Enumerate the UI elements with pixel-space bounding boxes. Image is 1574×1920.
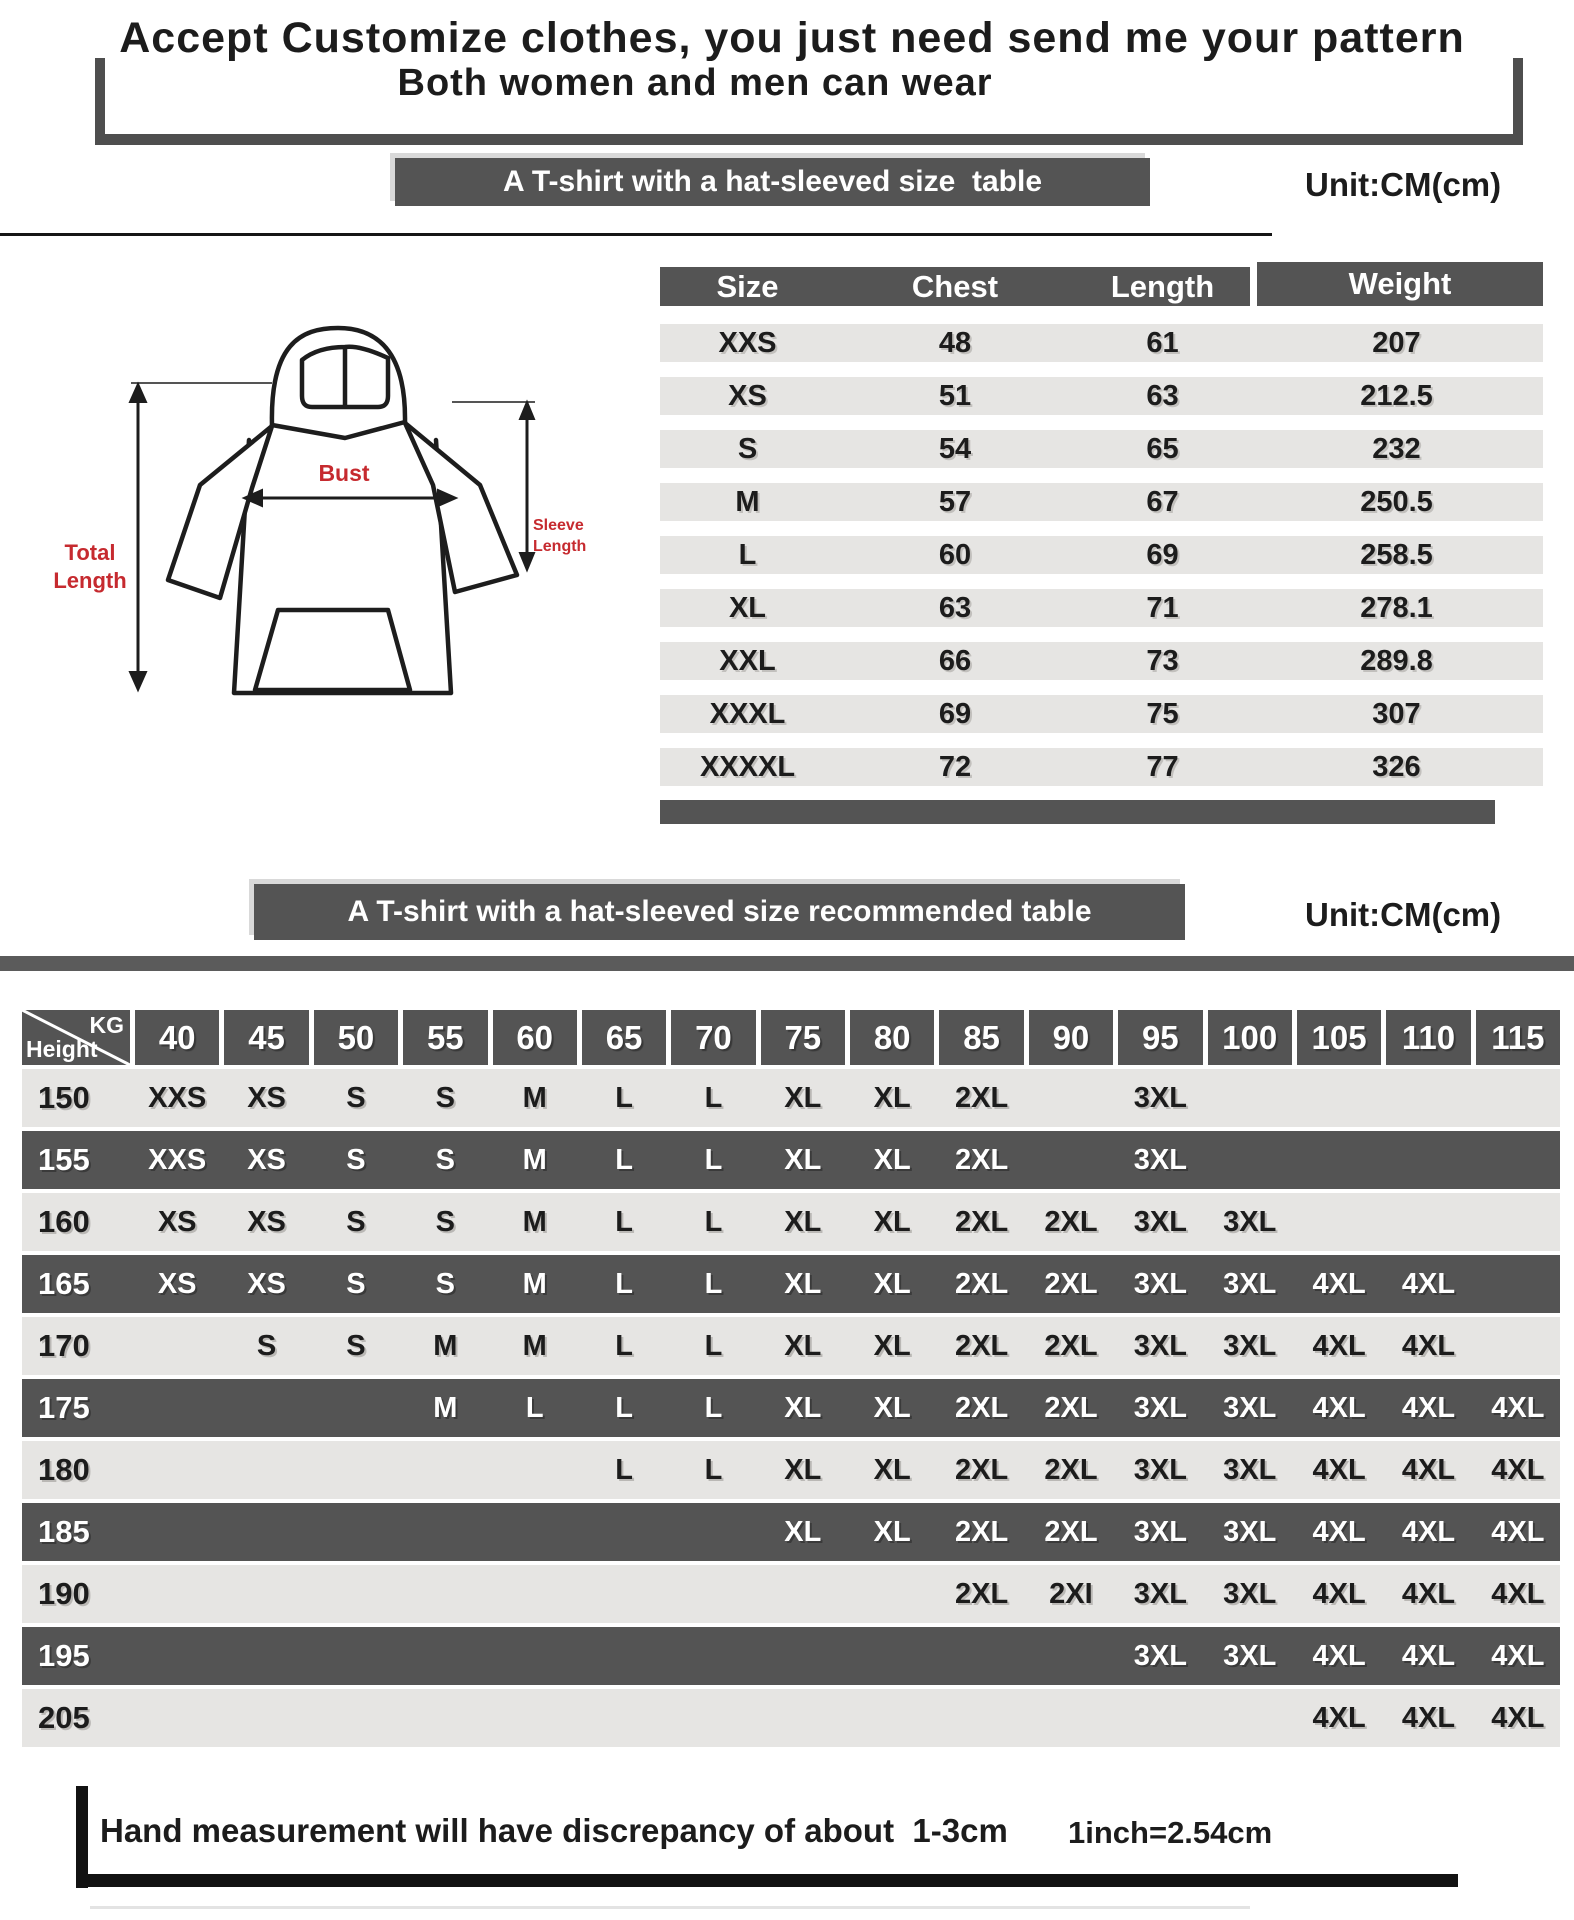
- size-table-cell: 61: [1146, 326, 1179, 359]
- size-table-header-main: [660, 267, 1250, 306]
- recommended-size-cell: 2XL: [1044, 1515, 1098, 1548]
- recommended-size-cell: XS: [157, 1205, 197, 1238]
- recommended-size-cell: 2XL: [954, 1391, 1009, 1424]
- weight-column-header: 55: [403, 1010, 487, 1065]
- recommended-size-cell: 3XL: [1223, 1453, 1277, 1486]
- recommended-size-cell: XL: [784, 1515, 822, 1548]
- recommended-size-cell: L: [704, 1143, 723, 1176]
- recommended-size-cell: M: [433, 1329, 458, 1362]
- recommended-size-cell: 2XL: [1044, 1329, 1098, 1362]
- section2-title-bar: [254, 884, 1185, 940]
- size-table-cell: 77: [1146, 750, 1179, 783]
- inch-conversion-note: 1inch=2.54cm: [1068, 1815, 1273, 1850]
- recommended-size-cell: 4XL: [1312, 1701, 1366, 1734]
- recommend-table-row: [22, 1193, 1560, 1251]
- recommended-size-cell: 2XL: [1044, 1391, 1098, 1424]
- footer-bottom-bar: [76, 1874, 1458, 1887]
- recommended-size-cell: 4XL: [1491, 1453, 1545, 1486]
- size-table-cell: XXS: [718, 326, 777, 359]
- height-row-label: 195: [38, 1638, 90, 1673]
- section-divider-bar: [0, 956, 1574, 971]
- recommended-size-cell: S: [435, 1205, 455, 1238]
- weight-column-header: 70: [671, 1010, 755, 1065]
- corner-height-label: Height: [26, 1036, 98, 1062]
- footer-left-bar: [76, 1786, 88, 1888]
- height-row-label: 205: [38, 1700, 90, 1735]
- size-table-row: [660, 748, 1543, 786]
- size-table-cell: 73: [1146, 644, 1179, 677]
- recommended-size-cell: 3XL: [1133, 1205, 1187, 1238]
- size-table-footer-bar: [660, 800, 1495, 824]
- measurement-note: Hand measurement will have discrepancy of about 1-3cm: [100, 1812, 1008, 1849]
- recommended-size-cell: 2XL: [1044, 1267, 1098, 1300]
- kg-height-corner-cell: [22, 1010, 130, 1065]
- recommended-size-cell: 3XL: [1133, 1143, 1187, 1176]
- recommended-size-cell: 2XL: [954, 1329, 1009, 1362]
- recommended-size-cell: XL: [873, 1267, 911, 1300]
- recommended-size-cell: S: [256, 1329, 277, 1362]
- size-table-cell: M: [735, 485, 760, 518]
- recommended-size-cell: XL: [873, 1143, 911, 1176]
- recommended-size-cell: 4XL: [1312, 1329, 1366, 1362]
- size-table-cell: XL: [728, 591, 767, 624]
- size-table-cell: 57: [938, 485, 972, 518]
- recommended-size-cell: 3XL: [1133, 1267, 1187, 1300]
- weight-column-header: 75: [761, 1010, 845, 1065]
- size-table-cell: 250.5: [1360, 485, 1433, 518]
- banner-line1: Accept Customize clothes, you just need send me your pattern: [119, 14, 1465, 62]
- size-table-row: [660, 483, 1543, 521]
- column-header-length: Length: [1110, 268, 1215, 304]
- section2-title: A T-shirt with a hat-sleeved size recommended table: [347, 895, 1092, 928]
- recommended-size-cell: XS: [247, 1081, 286, 1114]
- size-table-row: [660, 377, 1543, 415]
- recommended-size-cell: 2XL: [954, 1205, 1009, 1238]
- recommended-size-cell: L: [704, 1081, 723, 1114]
- size-table-cell: 232: [1372, 432, 1421, 465]
- recommended-size-cell: 4XL: [1312, 1453, 1366, 1486]
- recommended-size-cell: 3XL: [1133, 1515, 1187, 1548]
- recommended-size-cell: S: [435, 1081, 455, 1114]
- size-table-cell: 63: [938, 591, 972, 624]
- recommended-size-cell: 2XI: [1049, 1577, 1093, 1610]
- recommended-size-cell: 3XL: [1223, 1515, 1277, 1548]
- recommended-size-cell: XXS: [148, 1081, 207, 1114]
- size-table-row: [660, 642, 1543, 680]
- recommended-size-cell: L: [704, 1267, 723, 1300]
- size-table-cell: 207: [1372, 326, 1421, 359]
- height-row-label: 170: [38, 1328, 90, 1363]
- recommend-table-row: [22, 1255, 1560, 1313]
- size-table-cell: S: [737, 432, 758, 465]
- recommended-size-cell: L: [615, 1453, 633, 1486]
- recommended-size-cell: 2XL: [954, 1577, 1009, 1610]
- recommended-size-cell: 3XL: [1133, 1453, 1187, 1486]
- weight-column-header: 100: [1208, 1010, 1292, 1065]
- recommended-size-cell: S: [435, 1267, 455, 1300]
- recommended-size-cell: XL: [784, 1081, 822, 1114]
- recommended-size-cell: XS: [247, 1267, 286, 1300]
- recommended-size-cell: 3XL: [1223, 1329, 1277, 1362]
- height-row-label: 160: [38, 1204, 90, 1239]
- size-table-cell: 63: [1146, 379, 1179, 412]
- weight-column-header: 105: [1297, 1010, 1381, 1065]
- recommended-size-cell: 4XL: [1491, 1391, 1545, 1424]
- recommended-size-cell: L: [525, 1391, 544, 1424]
- recommended-size-cell: S: [346, 1205, 366, 1238]
- recommended-size-cell: 2XL: [954, 1081, 1009, 1114]
- recommended-size-cell: XL: [784, 1143, 822, 1176]
- recommended-size-cell: 4XL: [1312, 1639, 1366, 1672]
- recommended-size-cell: 4XL: [1491, 1701, 1545, 1734]
- recommend-table-row: [22, 1069, 1560, 1127]
- height-row-label: 190: [38, 1576, 90, 1611]
- banner-line2: Both women and men can wear: [397, 62, 993, 104]
- recommended-size-cell: 3XL: [1133, 1329, 1187, 1362]
- size-table-cell: 289.8: [1360, 644, 1433, 677]
- weight-column-header: 80: [850, 1010, 934, 1065]
- recommended-size-cell: XL: [873, 1329, 911, 1362]
- recommended-size-cell: L: [615, 1391, 633, 1424]
- size-table-cell: 54: [938, 432, 972, 465]
- sleeve-length-label-1: Sleeve: [533, 517, 584, 534]
- size-table-cell: 278.1: [1360, 591, 1433, 624]
- recommended-size-cell: M: [522, 1267, 547, 1300]
- size-table-header: [660, 262, 1543, 306]
- recommend-table-row: [22, 1379, 1560, 1437]
- recommended-size-cell: XL: [784, 1267, 822, 1300]
- size-table-cell: 69: [1146, 538, 1179, 571]
- size-table-row: [660, 589, 1543, 627]
- height-row-label: 175: [38, 1390, 90, 1425]
- weight-column-header: 95: [1118, 1010, 1202, 1065]
- recommended-size-cell: 4XL: [1312, 1577, 1366, 1610]
- recommended-size-cell: L: [615, 1205, 633, 1238]
- size-table-cell: 307: [1372, 697, 1421, 730]
- recommended-size-cell: XL: [873, 1391, 911, 1424]
- weight-column-header: 50: [314, 1010, 398, 1065]
- divider-line: [0, 233, 1272, 236]
- recommended-size-cell: 3XL: [1223, 1639, 1277, 1672]
- recommended-size-cell: XL: [873, 1515, 911, 1548]
- recommended-size-cell: 3XL: [1133, 1391, 1187, 1424]
- total-length-label-2: Length: [53, 568, 127, 593]
- total-length-label-1: Total: [64, 540, 116, 565]
- size-table: [660, 262, 1543, 824]
- recommended-size-cell: 4XL: [1312, 1267, 1366, 1300]
- recommend-table-row: [22, 1565, 1560, 1623]
- recommended-size-cell: 2XL: [954, 1267, 1009, 1300]
- recommend-table-row: [22, 1627, 1560, 1685]
- recommended-size-cell: S: [346, 1081, 366, 1114]
- recommend-table-row: [22, 1441, 1560, 1499]
- recommended-size-cell: 4XL: [1312, 1391, 1366, 1424]
- recommended-size-cell: 2XL: [1044, 1453, 1098, 1486]
- recommended-size-cell: 4XL: [1401, 1577, 1456, 1610]
- size-table-body: [660, 324, 1543, 786]
- bust-label: Bust: [318, 460, 370, 486]
- weight-column-header: 85: [939, 1010, 1023, 1065]
- corner-kg-label: KG: [89, 1012, 124, 1038]
- recommended-size-cell: L: [704, 1205, 723, 1238]
- size-table-cell: 69: [938, 697, 972, 730]
- weight-column-header: 90: [1029, 1010, 1113, 1065]
- recommended-size-cell: 4XL: [1312, 1515, 1366, 1548]
- recommended-size-cell: S: [346, 1143, 366, 1176]
- recommended-size-cell: 3XL: [1223, 1391, 1277, 1424]
- size-table-cell: L: [738, 538, 757, 571]
- recommended-size-cell: 4XL: [1491, 1639, 1545, 1672]
- recommended-size-cell: 4XL: [1401, 1329, 1456, 1362]
- height-row-label: 150: [38, 1080, 90, 1115]
- size-table-row: [660, 536, 1543, 574]
- section1-unit: Unit:CM(cm): [1305, 166, 1502, 203]
- recommended-size-cell: 3XL: [1223, 1267, 1277, 1300]
- size-table-cell: 75: [1146, 697, 1179, 730]
- recommended-size-cell: L: [704, 1329, 723, 1362]
- recommended-size-cell: M: [433, 1391, 458, 1424]
- weight-column-header: 60: [493, 1010, 577, 1065]
- section1-title-bar: [395, 158, 1150, 206]
- size-table-cell: XXL: [719, 644, 776, 677]
- recommended-size-cell: XS: [247, 1143, 286, 1176]
- recommend-table-row: [22, 1131, 1560, 1189]
- weight-column-header: 115: [1476, 1010, 1560, 1065]
- recommended-size-cell: S: [346, 1329, 366, 1362]
- recommended-size-cell: 3XL: [1223, 1577, 1277, 1610]
- recommended-size-cell: 4XL: [1401, 1639, 1456, 1672]
- hoodie-measurement-diagram: [0, 240, 590, 710]
- column-header-weight-label: Weight: [1348, 266, 1452, 301]
- recommended-size-cell: XL: [873, 1081, 911, 1114]
- recommended-size-cell: 3XL: [1133, 1577, 1187, 1610]
- recommended-size-cell: L: [615, 1267, 633, 1300]
- recommended-size-cell: 4XL: [1401, 1453, 1456, 1486]
- recommended-size-cell: 4XL: [1401, 1701, 1456, 1734]
- recommended-size-cell: L: [615, 1329, 633, 1362]
- weight-column-header: 40: [135, 1010, 219, 1065]
- size-table-cell: 60: [938, 538, 972, 571]
- recommended-size-cell: XS: [247, 1205, 286, 1238]
- column-header-chest: Chest: [911, 268, 999, 304]
- size-table-cell: 212.5: [1360, 379, 1433, 412]
- recommended-size-cell: 4XL: [1401, 1267, 1456, 1300]
- recommend-table-header: [22, 1010, 1560, 1065]
- recommend-table-row: [22, 1503, 1560, 1561]
- height-row-label: 185: [38, 1514, 90, 1549]
- column-header-size: Size: [716, 268, 779, 304]
- recommended-size-cell: M: [522, 1081, 547, 1114]
- bottom-hairline: [90, 1906, 1250, 1909]
- recommended-size-cell: 2XL: [954, 1143, 1009, 1176]
- column-header-weight: [1257, 262, 1543, 306]
- size-table-cell: 258.5: [1360, 538, 1433, 571]
- size-table-cell: XXXL: [709, 697, 786, 730]
- size-table-cell: XXXXL: [699, 750, 796, 783]
- recommended-size-cell: XL: [784, 1329, 822, 1362]
- weight-column-header: 65: [582, 1010, 666, 1065]
- recommended-size-cell: M: [522, 1205, 547, 1238]
- size-table-cell: 67: [1146, 485, 1179, 518]
- recommended-size-cell: 3XL: [1133, 1081, 1187, 1114]
- recommended-size-cell: M: [522, 1329, 547, 1362]
- size-table-cell: 326: [1372, 750, 1421, 783]
- recommended-size-cell: 4XL: [1491, 1515, 1545, 1548]
- recommended-size-cell: XL: [873, 1205, 911, 1238]
- size-table-cell: 66: [938, 644, 972, 677]
- size-table-row: [660, 430, 1543, 468]
- recommended-size-cell: XXS: [148, 1143, 207, 1176]
- recommended-size-cell: S: [346, 1267, 366, 1300]
- recommended-size-cell: L: [704, 1391, 723, 1424]
- recommended-size-cell: S: [435, 1143, 455, 1176]
- height-row-label: 165: [38, 1266, 90, 1301]
- recommended-size-cell: XL: [784, 1205, 822, 1238]
- section2-unit: Unit:CM(cm): [1305, 896, 1502, 933]
- weight-column-header: 45: [224, 1010, 308, 1065]
- recommended-size-cell: 3XL: [1133, 1639, 1187, 1672]
- recommended-size-cell: 4XL: [1401, 1391, 1456, 1424]
- recommended-size-cell: L: [704, 1453, 723, 1486]
- size-table-cell: 65: [1146, 432, 1179, 465]
- recommended-size-cell: 2XL: [1044, 1205, 1098, 1238]
- recommended-size-cell: 2XL: [954, 1515, 1009, 1548]
- recommended-size-cell: 2XL: [954, 1453, 1009, 1486]
- size-table-cell: 71: [1146, 591, 1179, 624]
- recommended-size-cell: L: [615, 1081, 633, 1114]
- recommended-size-cell: L: [615, 1143, 633, 1176]
- recommended-size-cell: 3XL: [1223, 1205, 1277, 1238]
- size-table-cell: XS: [728, 379, 767, 412]
- size-table-cell: 51: [938, 379, 972, 412]
- weight-column-header: 110: [1386, 1010, 1470, 1065]
- height-row-label: 180: [38, 1452, 90, 1487]
- recommend-table-row: [22, 1689, 1560, 1747]
- recommended-size-cell: XL: [784, 1391, 822, 1424]
- recommend-table-row: [22, 1317, 1560, 1375]
- height-row-label: 155: [38, 1142, 90, 1177]
- size-table-cell: 72: [938, 750, 972, 783]
- recommended-size-cell: XL: [784, 1453, 822, 1486]
- sleeve-length-label-2: Length: [533, 538, 587, 555]
- recommended-size-cell: XL: [873, 1453, 911, 1486]
- recommend-table: [22, 1010, 1560, 1747]
- size-table-row: [660, 324, 1543, 362]
- section1-title: A T-shirt with a hat-sleeved size table: [502, 165, 1043, 198]
- recommended-size-cell: 4XL: [1401, 1515, 1456, 1548]
- recommended-size-cell: M: [522, 1143, 547, 1176]
- size-table-cell: 48: [938, 326, 972, 359]
- recommended-size-cell: 4XL: [1491, 1577, 1545, 1610]
- size-table-row: [660, 695, 1543, 733]
- recommended-size-cell: XS: [157, 1267, 197, 1300]
